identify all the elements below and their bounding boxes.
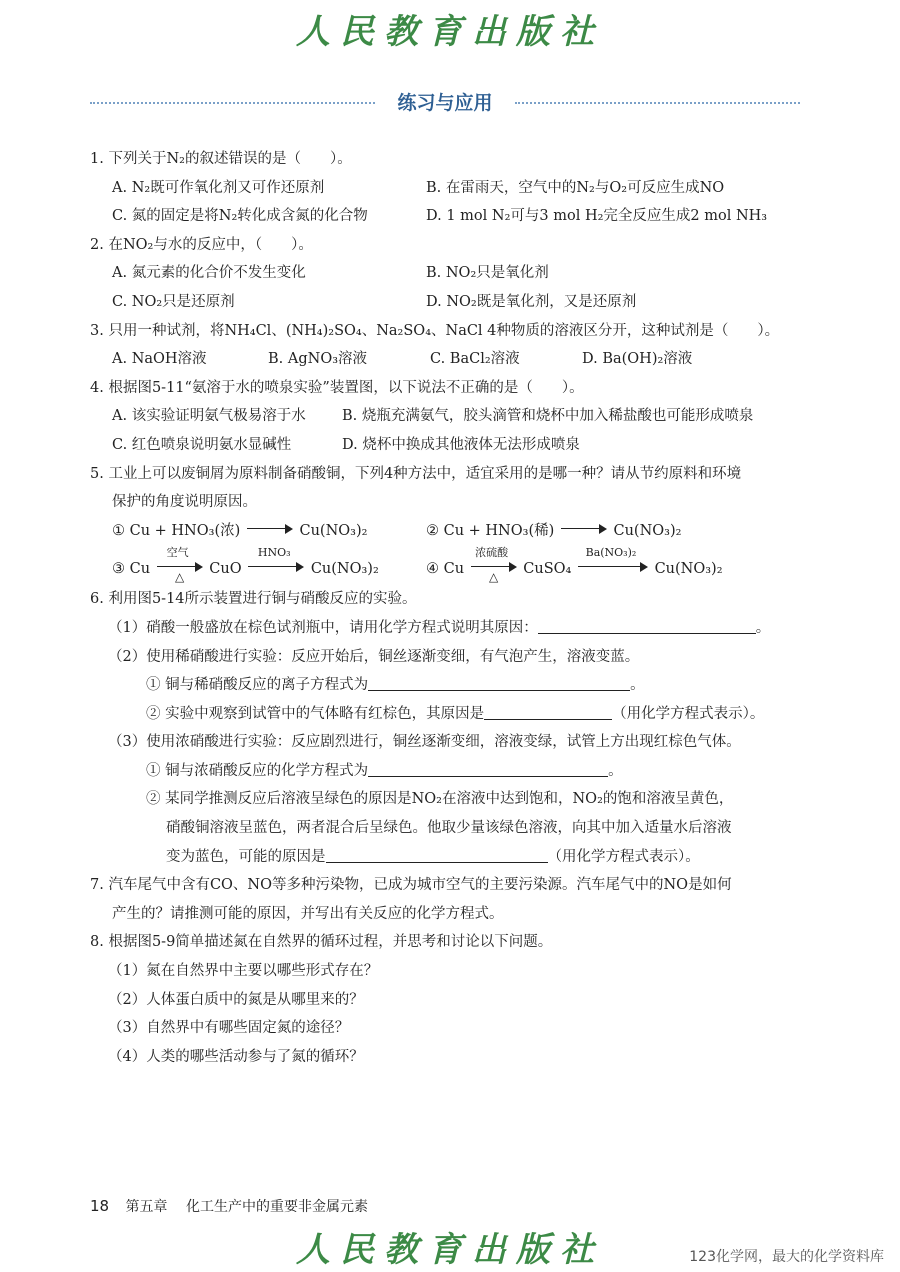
method-3-start: ③ Cu xyxy=(112,561,151,578)
question-3-stem: 3. 只用一种试剂，将NH₄Cl、(NH₄)₂SO₄、Na₂SO₄、NaCl 4种物质的溶液区分开，这种试剂是（ ）。 xyxy=(90,322,780,339)
method-2-product: Cu(NO₃)₂ xyxy=(613,522,682,539)
q6-p1-text: （1）硝酸一般盛放在棕色试剂瓶中，请用化学方程式说明其原因： xyxy=(108,619,538,636)
question-7-line2: 产生的？请推测可能的原因，并写出有关反应的化学方程式。 xyxy=(112,905,504,922)
publisher-logo-top: 人民教育出版社 xyxy=(296,12,604,52)
q6-p3b-text: 变为蓝色，可能的原因是 xyxy=(166,848,326,865)
q3-option-d: D. Ba(OH)₂溶液 xyxy=(582,351,693,368)
question-8-stem: 8. 根据图5-9简单描述氮在自然界的循环过程，并思考和讨论以下问题。 xyxy=(90,934,553,951)
q6-p3a-end: 。 xyxy=(608,762,623,779)
exercise-list xyxy=(90,145,810,1071)
reaction-arrow-h2so4: 浓硫酸 △ xyxy=(471,562,517,572)
question-6-part-3a xyxy=(90,757,810,786)
q4-option-c: C. 红色喷泉说明氨水显碱性 xyxy=(112,436,292,453)
q4-option-b: B. 烧瓶充满氨气，胶头滴管和烧杯中加入稀盐酸也可能形成喷泉 xyxy=(342,408,754,425)
q4-option-a: A. 该实验证明氨气极易溶于水 xyxy=(112,408,306,425)
question-5-methods-12 xyxy=(90,517,810,546)
chapter-title: 化工生产中的重要非金属元素 xyxy=(186,1199,368,1215)
publisher-logo-bottom: 人民教育出版社 xyxy=(296,1230,604,1270)
question-6-part-2: （2）使用稀硝酸进行实验：反应开始后，铜丝逐渐变细，有气泡产生，溶液变蓝。 xyxy=(108,648,640,665)
question-7-line1: 7. 汽车尾气中含有CO、NO等多种污染物，已成为城市空气的主要污染源。汽车尾气中的NO是如何 xyxy=(90,877,732,894)
method-3-intermediate: CuO xyxy=(209,561,242,578)
page-footer xyxy=(90,1196,368,1216)
reaction-arrow-air: 空气 △ xyxy=(157,562,203,572)
question-1-options-cd xyxy=(90,202,810,231)
question-3-options xyxy=(90,345,810,374)
answer-blank[interactable] xyxy=(368,758,608,777)
question-6-part-2a xyxy=(90,671,810,700)
answer-blank[interactable] xyxy=(326,844,548,863)
page-number: 18 xyxy=(90,1197,110,1215)
method-2-reactants: ② Cu + HNO₃(稀) xyxy=(426,522,555,539)
question-6-part-3b-line2: 硝酸铜溶液呈蓝色，两者混合后呈绿色。他取少量该绿色溶液，向其中加入适量水后溶液 xyxy=(166,820,732,837)
question-6-part-3b-line3 xyxy=(90,843,810,872)
method-3 xyxy=(112,546,379,585)
site-watermark: 123化学网，最大的化学资料库 xyxy=(689,1249,884,1265)
question-2-options-cd xyxy=(90,288,810,317)
question-4-options-cd xyxy=(90,431,810,460)
q3-option-b: B. AgNO₃溶液 xyxy=(268,351,368,368)
dotted-rule-right xyxy=(515,102,800,104)
question-8-part-3: （3）自然界中有哪些固定氮的途径？ xyxy=(108,1020,350,1037)
answer-blank[interactable] xyxy=(484,701,612,720)
q6-p2b-text: ② 实验中观察到试管中的气体略有红棕色，其原因是 xyxy=(146,705,485,722)
q1-option-a: A. N₂既可作氧化剂又可作还原剂 xyxy=(112,179,325,196)
question-5-methods-34 xyxy=(90,545,810,585)
q2-option-d: D. NO₂既是氧化剂，又是还原剂 xyxy=(426,293,637,310)
q2-option-c: C. NO₂只是还原剂 xyxy=(112,293,235,310)
method-1-product: Cu(NO₃)₂ xyxy=(299,522,368,539)
reaction-arrow xyxy=(247,524,293,534)
question-6-part-1 xyxy=(90,614,810,643)
question-1-options-ab xyxy=(90,174,810,203)
reaction-arrow-bano3: Ba(NO₃)₂ xyxy=(578,562,648,572)
method-4-product: Cu(NO₃)₂ xyxy=(654,561,723,578)
method-1-reactants: ① Cu + HNO₃(浓) xyxy=(112,522,241,539)
answer-blank[interactable] xyxy=(368,672,630,691)
question-6-part-3: （3）使用浓硝酸进行实验：反应剧烈进行，铜丝逐渐变细，溶液变绿，试管上方出现红棕色气体。 xyxy=(108,734,741,751)
q3-option-c: C. BaCl₂溶液 xyxy=(430,351,520,368)
q6-p2b-end: （用化学方程式表示）。 xyxy=(612,705,765,722)
method-4-intermediate: CuSO₄ xyxy=(523,561,572,578)
section-header xyxy=(90,88,800,118)
question-8-part-4: （4）人类的哪些活动参与了氮的循环？ xyxy=(108,1048,364,1065)
question-6-part-3b-line1: ② 某同学推测反应后溶液呈绿色的原因是NO₂在溶液中达到饱和，NO₂的饱和溶液呈黄色， xyxy=(146,791,734,808)
q6-p3b-end: （用化学方程式表示）。 xyxy=(547,848,700,865)
q1-option-b: B. 在雷雨天，空气中的N₂与O₂可反应生成NO xyxy=(426,179,725,196)
q2-option-b: B. NO₂只是氧化剂 xyxy=(426,265,549,282)
question-6-part-2b xyxy=(90,700,810,729)
dotted-rule-left xyxy=(90,102,375,104)
q2-option-a: A. 氮元素的化合价不发生变化 xyxy=(112,265,306,282)
method-4-start: ④ Cu xyxy=(426,561,465,578)
question-2-stem: 2. 在NO₂与水的反应中，（ ）。 xyxy=(90,236,313,253)
q3-option-a: A. NaOH溶液 xyxy=(112,351,207,368)
q6-p3a-text: ① 铜与浓硝酸反应的化学方程式为 xyxy=(146,762,369,779)
reaction-arrow xyxy=(561,524,607,534)
question-5-stem-line1: 5. 工业上可以废铜屑为原料制备硝酸铜，下列4种方法中，适宜采用的是哪一种？请从节约原料和环境 xyxy=(90,465,742,482)
question-1-stem: 1. 下列关于N₂的叙述错误的是（ ）。 xyxy=(90,151,352,167)
question-4-options-ab xyxy=(90,402,810,431)
reaction-arrow-hno3: HNO₃ xyxy=(248,562,304,572)
method-1 xyxy=(112,523,367,539)
answer-blank[interactable] xyxy=(538,615,756,634)
q1-option-d: D. 1 mol N₂可与3 mol H₂完全反应生成2 mol NH₃ xyxy=(426,208,768,225)
chapter-number: 第五章 xyxy=(125,1199,168,1215)
q6-p1-end: 。 xyxy=(755,619,771,636)
question-6-stem: 6. 利用图5-14所示装置进行铜与硝酸反应的实验。 xyxy=(90,591,417,608)
question-8-part-2: （2）人体蛋白质中的氮是从哪里来的？ xyxy=(108,991,364,1008)
method-3-product: Cu(NO₃)₂ xyxy=(310,561,379,578)
question-2-options-ab xyxy=(90,259,810,288)
q6-p2a-end: 。 xyxy=(630,677,645,694)
q1-option-c: C. 氮的固定是将N₂转化成含氮的化合物 xyxy=(112,208,368,225)
q6-p2a-text: ① 铜与稀硝酸反应的离子方程式为 xyxy=(146,677,369,694)
section-title: 练习与应用 xyxy=(397,92,493,114)
question-4-stem: 4. 根据图5-11“氨溶于水的喷泉实验”装置图，以下说法不正确的是（ ）。 xyxy=(90,379,584,396)
question-5-stem-line2: 保护的角度说明原因。 xyxy=(112,494,257,511)
question-8-part-1: （1）氮在自然界中主要以哪些形式存在？ xyxy=(108,963,379,980)
q4-option-d: D. 烧杯中换成其他液体无法形成喷泉 xyxy=(342,436,580,453)
method-2 xyxy=(426,517,681,546)
